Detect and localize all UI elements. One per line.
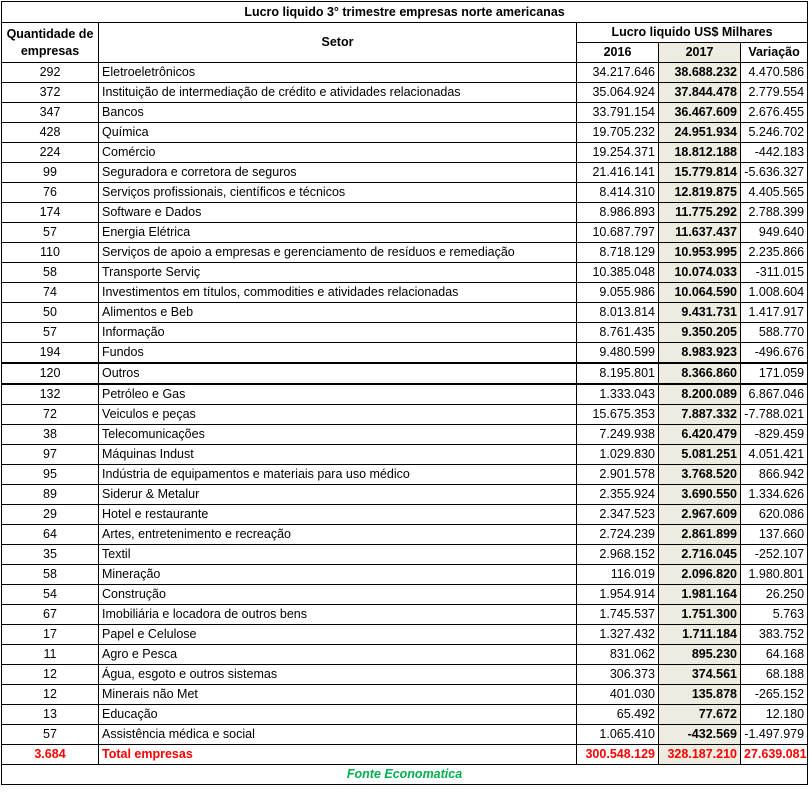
row-variacao: 1.334.626 — [741, 485, 808, 505]
row-2017: 11.637.437 — [659, 223, 741, 243]
row-2016: 306.373 — [577, 665, 659, 685]
row-2017: 12.819.875 — [659, 183, 741, 203]
table-row — [2, 685, 808, 705]
row-quantidade: 224 — [2, 143, 99, 163]
total-label: Total empresas — [99, 745, 577, 765]
row-2017: 1.981.164 — [659, 585, 741, 605]
table-row — [2, 665, 808, 685]
row-setor: Software e Dados — [99, 203, 577, 223]
row-2016: 9.055.986 — [577, 283, 659, 303]
row-2016: 1.029.830 — [577, 445, 659, 465]
row-setor: Construção — [99, 585, 577, 605]
row-2017: 8.200.089 — [659, 384, 741, 405]
table-row — [2, 445, 808, 465]
total-row — [2, 745, 808, 765]
row-2016: 8.414.310 — [577, 183, 659, 203]
row-2017: 7.887.332 — [659, 405, 741, 425]
row-2017: 15.779.814 — [659, 163, 741, 183]
table-row — [2, 143, 808, 163]
table-row — [2, 263, 808, 283]
row-quantidade: 54 — [2, 585, 99, 605]
header-setor: Setor — [99, 23, 577, 63]
row-2016: 8.761.435 — [577, 323, 659, 343]
row-2016: 2.355.924 — [577, 485, 659, 505]
row-2016: 1.745.537 — [577, 605, 659, 625]
table-row — [2, 545, 808, 565]
header-2016: 2016 — [577, 43, 659, 63]
row-setor: Fundos — [99, 343, 577, 364]
row-setor: Bancos — [99, 103, 577, 123]
table-row — [2, 605, 808, 625]
total-variacao: 27.639.081 — [741, 745, 808, 765]
row-quantidade: 57 — [2, 223, 99, 243]
row-2016: 33.791.154 — [577, 103, 659, 123]
row-quantidade: 35 — [2, 545, 99, 565]
row-setor: Transporte Serviç — [99, 263, 577, 283]
row-variacao: 171.059 — [741, 363, 808, 384]
row-2017: 37.844.478 — [659, 83, 741, 103]
row-variacao: 4.405.565 — [741, 183, 808, 203]
row-variacao: 12.180 — [741, 705, 808, 725]
row-setor: Informação — [99, 323, 577, 343]
row-setor: Imobiliária e locadora de outros bens — [99, 605, 577, 625]
row-quantidade: 58 — [2, 565, 99, 585]
row-variacao: 949.640 — [741, 223, 808, 243]
table-row — [2, 705, 808, 725]
table-row — [2, 243, 808, 263]
table-row — [2, 323, 808, 343]
row-variacao: -442.183 — [741, 143, 808, 163]
row-2017: 2.716.045 — [659, 545, 741, 565]
row-quantidade: 57 — [2, 323, 99, 343]
row-2016: 2.968.152 — [577, 545, 659, 565]
header-variacao: Variação — [741, 43, 808, 63]
row-variacao: 68.188 — [741, 665, 808, 685]
row-quantidade: 89 — [2, 485, 99, 505]
row-variacao: 6.867.046 — [741, 384, 808, 405]
row-quantidade: 95 — [2, 465, 99, 485]
row-quantidade: 372 — [2, 83, 99, 103]
row-setor: Textil — [99, 545, 577, 565]
row-2016: 1.065.410 — [577, 725, 659, 745]
row-2017: 10.074.033 — [659, 263, 741, 283]
row-quantidade: 11 — [2, 645, 99, 665]
table-row — [2, 123, 808, 143]
table-row — [2, 505, 808, 525]
header-quantidade: Quantidade de empresas — [2, 23, 99, 63]
row-setor: Investimentos em títulos, commodities e atividades relacionadas — [99, 283, 577, 303]
profit-table — [1, 1, 808, 785]
table-row — [2, 63, 808, 83]
row-variacao: 2.779.554 — [741, 83, 808, 103]
table-row — [2, 103, 808, 123]
total-2016: 300.548.129 — [577, 745, 659, 765]
row-2017: 10.953.995 — [659, 243, 741, 263]
row-quantidade: 174 — [2, 203, 99, 223]
row-setor: Indústria de equipamentos e materiais para uso médico — [99, 465, 577, 485]
row-2017: 77.672 — [659, 705, 741, 725]
row-quantidade: 58 — [2, 263, 99, 283]
row-variacao: -829.459 — [741, 425, 808, 445]
row-2017: 895.230 — [659, 645, 741, 665]
row-2016: 8.013.814 — [577, 303, 659, 323]
row-setor: Água, esgoto e outros sistemas — [99, 665, 577, 685]
row-variacao: -7.788.021 — [741, 405, 808, 425]
row-2016: 831.062 — [577, 645, 659, 665]
row-variacao: 2.788.399 — [741, 203, 808, 223]
row-variacao: 2.235.866 — [741, 243, 808, 263]
row-setor: Energia Elétrica — [99, 223, 577, 243]
row-variacao: 383.752 — [741, 625, 808, 645]
row-2017: 8.983.923 — [659, 343, 741, 364]
row-setor: Mineração — [99, 565, 577, 585]
row-2017: 1.711.184 — [659, 625, 741, 645]
row-2017: 5.081.251 — [659, 445, 741, 465]
table-row — [2, 83, 808, 103]
row-variacao: -265.152 — [741, 685, 808, 705]
row-quantidade: 12 — [2, 665, 99, 685]
row-2016: 1.333.043 — [577, 384, 659, 405]
row-quantidade: 347 — [2, 103, 99, 123]
table-row — [2, 343, 808, 364]
row-quantidade: 72 — [2, 405, 99, 425]
row-quantidade: 29 — [2, 505, 99, 525]
row-setor: Minerais não Met — [99, 685, 577, 705]
row-2016: 65.492 — [577, 705, 659, 725]
row-setor: Comércio — [99, 143, 577, 163]
row-variacao: 5.763 — [741, 605, 808, 625]
header-2017: 2017 — [659, 43, 741, 63]
row-2017: 1.751.300 — [659, 605, 741, 625]
row-2017: 24.951.934 — [659, 123, 741, 143]
row-2017: 10.064.590 — [659, 283, 741, 303]
row-setor: Instituição de intermediação de crédito e atividades relacionadas — [99, 83, 577, 103]
row-quantidade: 38 — [2, 425, 99, 445]
row-setor: Papel e Celulose — [99, 625, 577, 645]
row-2016: 10.687.797 — [577, 223, 659, 243]
table-row — [2, 363, 808, 384]
row-variacao: -1.497.979 — [741, 725, 808, 745]
row-setor: Alimentos e Beb — [99, 303, 577, 323]
row-variacao: 5.246.702 — [741, 123, 808, 143]
row-setor: Veiculos e peças — [99, 405, 577, 425]
row-2016: 7.249.938 — [577, 425, 659, 445]
source-note: Fonte Economatica — [2, 765, 808, 785]
table-row — [2, 405, 808, 425]
row-setor: Hotel e restaurante — [99, 505, 577, 525]
table-row — [2, 725, 808, 745]
row-2016: 2.901.578 — [577, 465, 659, 485]
row-2016: 8.195.801 — [577, 363, 659, 384]
row-2016: 401.030 — [577, 685, 659, 705]
row-quantidade: 57 — [2, 725, 99, 745]
row-2016: 8.718.129 — [577, 243, 659, 263]
table-row — [2, 585, 808, 605]
row-setor: Educação — [99, 705, 577, 725]
row-2017: 8.366.860 — [659, 363, 741, 384]
table-row — [2, 303, 808, 323]
table-row — [2, 465, 808, 485]
row-2016: 19.254.371 — [577, 143, 659, 163]
row-quantidade: 110 — [2, 243, 99, 263]
row-variacao: 866.942 — [741, 465, 808, 485]
table-title: Lucro liquido 3° trimestre empresas norte americanas — [2, 2, 808, 23]
row-2017: 2.096.820 — [659, 565, 741, 585]
row-2016: 1.327.432 — [577, 625, 659, 645]
row-setor: Assistência médica e social — [99, 725, 577, 745]
row-2017: 9.350.205 — [659, 323, 741, 343]
row-variacao: 620.086 — [741, 505, 808, 525]
row-setor: Petróleo e Gas — [99, 384, 577, 405]
total-qtd: 3.684 — [2, 745, 99, 765]
table-row — [2, 223, 808, 243]
table-row — [2, 565, 808, 585]
row-variacao: -252.107 — [741, 545, 808, 565]
row-setor: Serviços profissionais, científicos e técnicos — [99, 183, 577, 203]
row-quantidade: 194 — [2, 343, 99, 364]
row-2017: 2.861.899 — [659, 525, 741, 545]
table-row — [2, 283, 808, 303]
row-variacao: -5.636.327 — [741, 163, 808, 183]
row-2016: 116.019 — [577, 565, 659, 585]
row-quantidade: 292 — [2, 63, 99, 83]
row-setor: Outros — [99, 363, 577, 384]
table-row — [2, 485, 808, 505]
row-variacao: 2.676.455 — [741, 103, 808, 123]
row-setor: Siderur & Metalur — [99, 485, 577, 505]
row-2016: 19.705.232 — [577, 123, 659, 143]
row-setor: Artes, entretenimento e recreação — [99, 525, 577, 545]
row-variacao: 4.051.421 — [741, 445, 808, 465]
row-variacao: 1.008.604 — [741, 283, 808, 303]
row-2017: 3.768.520 — [659, 465, 741, 485]
row-2017: 135.878 — [659, 685, 741, 705]
row-2017: 374.561 — [659, 665, 741, 685]
row-variacao: 64.168 — [741, 645, 808, 665]
row-quantidade: 64 — [2, 525, 99, 545]
row-quantidade: 76 — [2, 183, 99, 203]
row-2017: 6.420.479 — [659, 425, 741, 445]
row-variacao: 137.660 — [741, 525, 808, 545]
row-setor: Seguradora e corretora de seguros — [99, 163, 577, 183]
row-quantidade: 132 — [2, 384, 99, 405]
row-variacao: -311.015 — [741, 263, 808, 283]
row-2016: 8.986.893 — [577, 203, 659, 223]
row-quantidade: 17 — [2, 625, 99, 645]
row-quantidade: 428 — [2, 123, 99, 143]
table-row — [2, 425, 808, 445]
row-2016: 9.480.599 — [577, 343, 659, 364]
table-row — [2, 625, 808, 645]
header-lucro-group: Lucro liquido US$ Milhares — [577, 23, 808, 43]
table-body — [2, 63, 808, 745]
table-row — [2, 525, 808, 545]
row-2016: 15.675.353 — [577, 405, 659, 425]
row-quantidade: 120 — [2, 363, 99, 384]
row-quantidade: 74 — [2, 283, 99, 303]
row-2017: 3.690.550 — [659, 485, 741, 505]
row-2016: 21.416.141 — [577, 163, 659, 183]
row-2016: 2.347.523 — [577, 505, 659, 525]
row-2017: 9.431.731 — [659, 303, 741, 323]
row-2017: 38.688.232 — [659, 63, 741, 83]
row-variacao: 4.470.586 — [741, 63, 808, 83]
row-2017: 11.775.292 — [659, 203, 741, 223]
row-variacao: 26.250 — [741, 585, 808, 605]
row-2017: 36.467.609 — [659, 103, 741, 123]
row-2016: 10.385.048 — [577, 263, 659, 283]
row-quantidade: 67 — [2, 605, 99, 625]
row-quantidade: 97 — [2, 445, 99, 465]
row-2016: 34.217.646 — [577, 63, 659, 83]
table-row — [2, 645, 808, 665]
table-row — [2, 203, 808, 223]
row-setor: Máquinas Indust — [99, 445, 577, 465]
row-2016: 35.064.924 — [577, 83, 659, 103]
table-row — [2, 384, 808, 405]
row-variacao: 588.770 — [741, 323, 808, 343]
row-2016: 1.954.914 — [577, 585, 659, 605]
total-2017: 328.187.210 — [659, 745, 741, 765]
row-quantidade: 99 — [2, 163, 99, 183]
row-2016: 2.724.239 — [577, 525, 659, 545]
row-setor: Eletroeletrônicos — [99, 63, 577, 83]
row-variacao: -496.676 — [741, 343, 808, 364]
row-quantidade: 13 — [2, 705, 99, 725]
row-2017: 18.812.188 — [659, 143, 741, 163]
table-row — [2, 183, 808, 203]
row-variacao: 1.980.801 — [741, 565, 808, 585]
row-setor: Serviços de apoio a empresas e gerenciamento de resíduos e remediação — [99, 243, 577, 263]
row-setor: Química — [99, 123, 577, 143]
row-2017: -432.569 — [659, 725, 741, 745]
row-2017: 2.967.609 — [659, 505, 741, 525]
row-quantidade: 50 — [2, 303, 99, 323]
row-variacao: 1.417.917 — [741, 303, 808, 323]
table-row — [2, 163, 808, 183]
row-setor: Telecomunicações — [99, 425, 577, 445]
row-setor: Agro e Pesca — [99, 645, 577, 665]
row-quantidade: 12 — [2, 685, 99, 705]
